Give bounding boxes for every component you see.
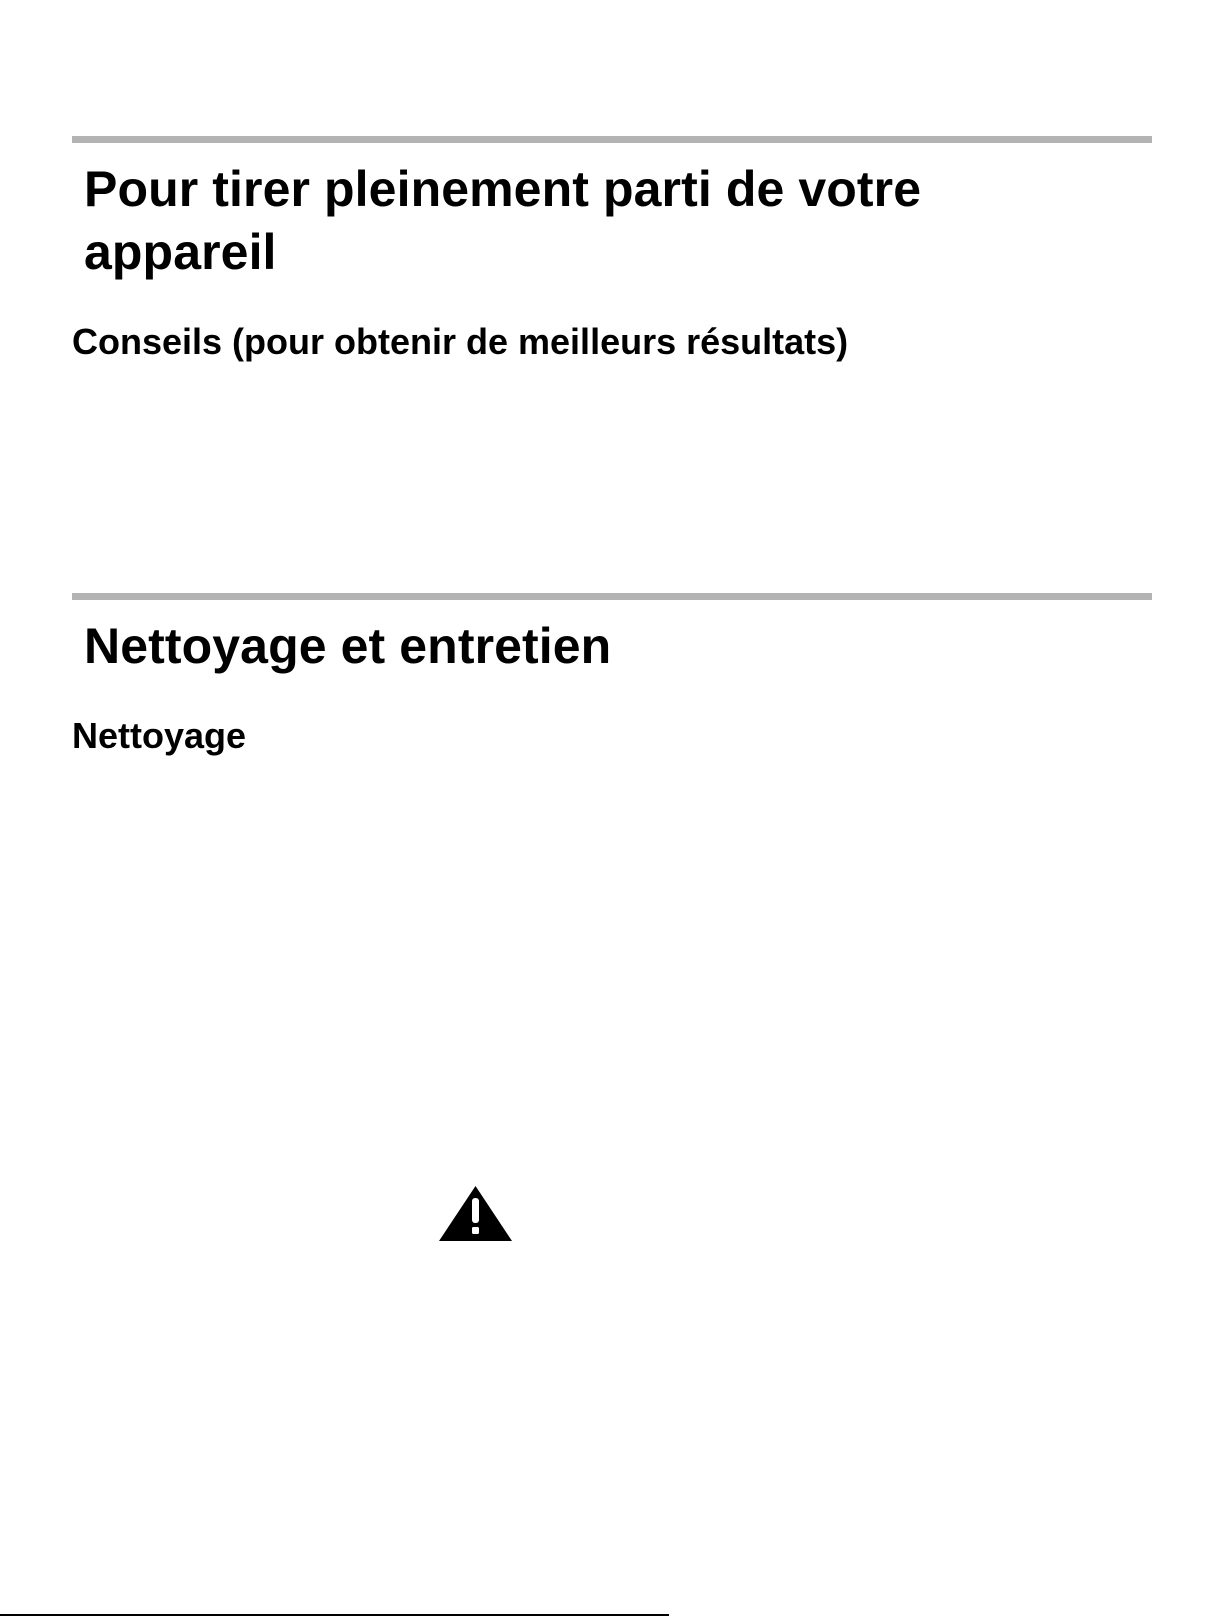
section-divider — [72, 136, 1152, 143]
subsection-title-cleaning: Nettoyage — [72, 715, 247, 756]
warning-triangle-icon — [439, 1186, 512, 1241]
warning-exclamation-bar — [472, 1198, 479, 1223]
footer-rule — [0, 1614, 669, 1616]
section-divider — [72, 593, 1152, 600]
section-title-cleaning-care: Nettoyage et entretien — [84, 618, 612, 674]
warning-exclamation-dot — [472, 1227, 479, 1234]
subsection-title-tips: Conseils (pour obtenir de meilleurs résultats) — [72, 321, 849, 362]
section-title-usage: Pour tirer pleinement parti de votre appareil — [84, 161, 922, 280]
